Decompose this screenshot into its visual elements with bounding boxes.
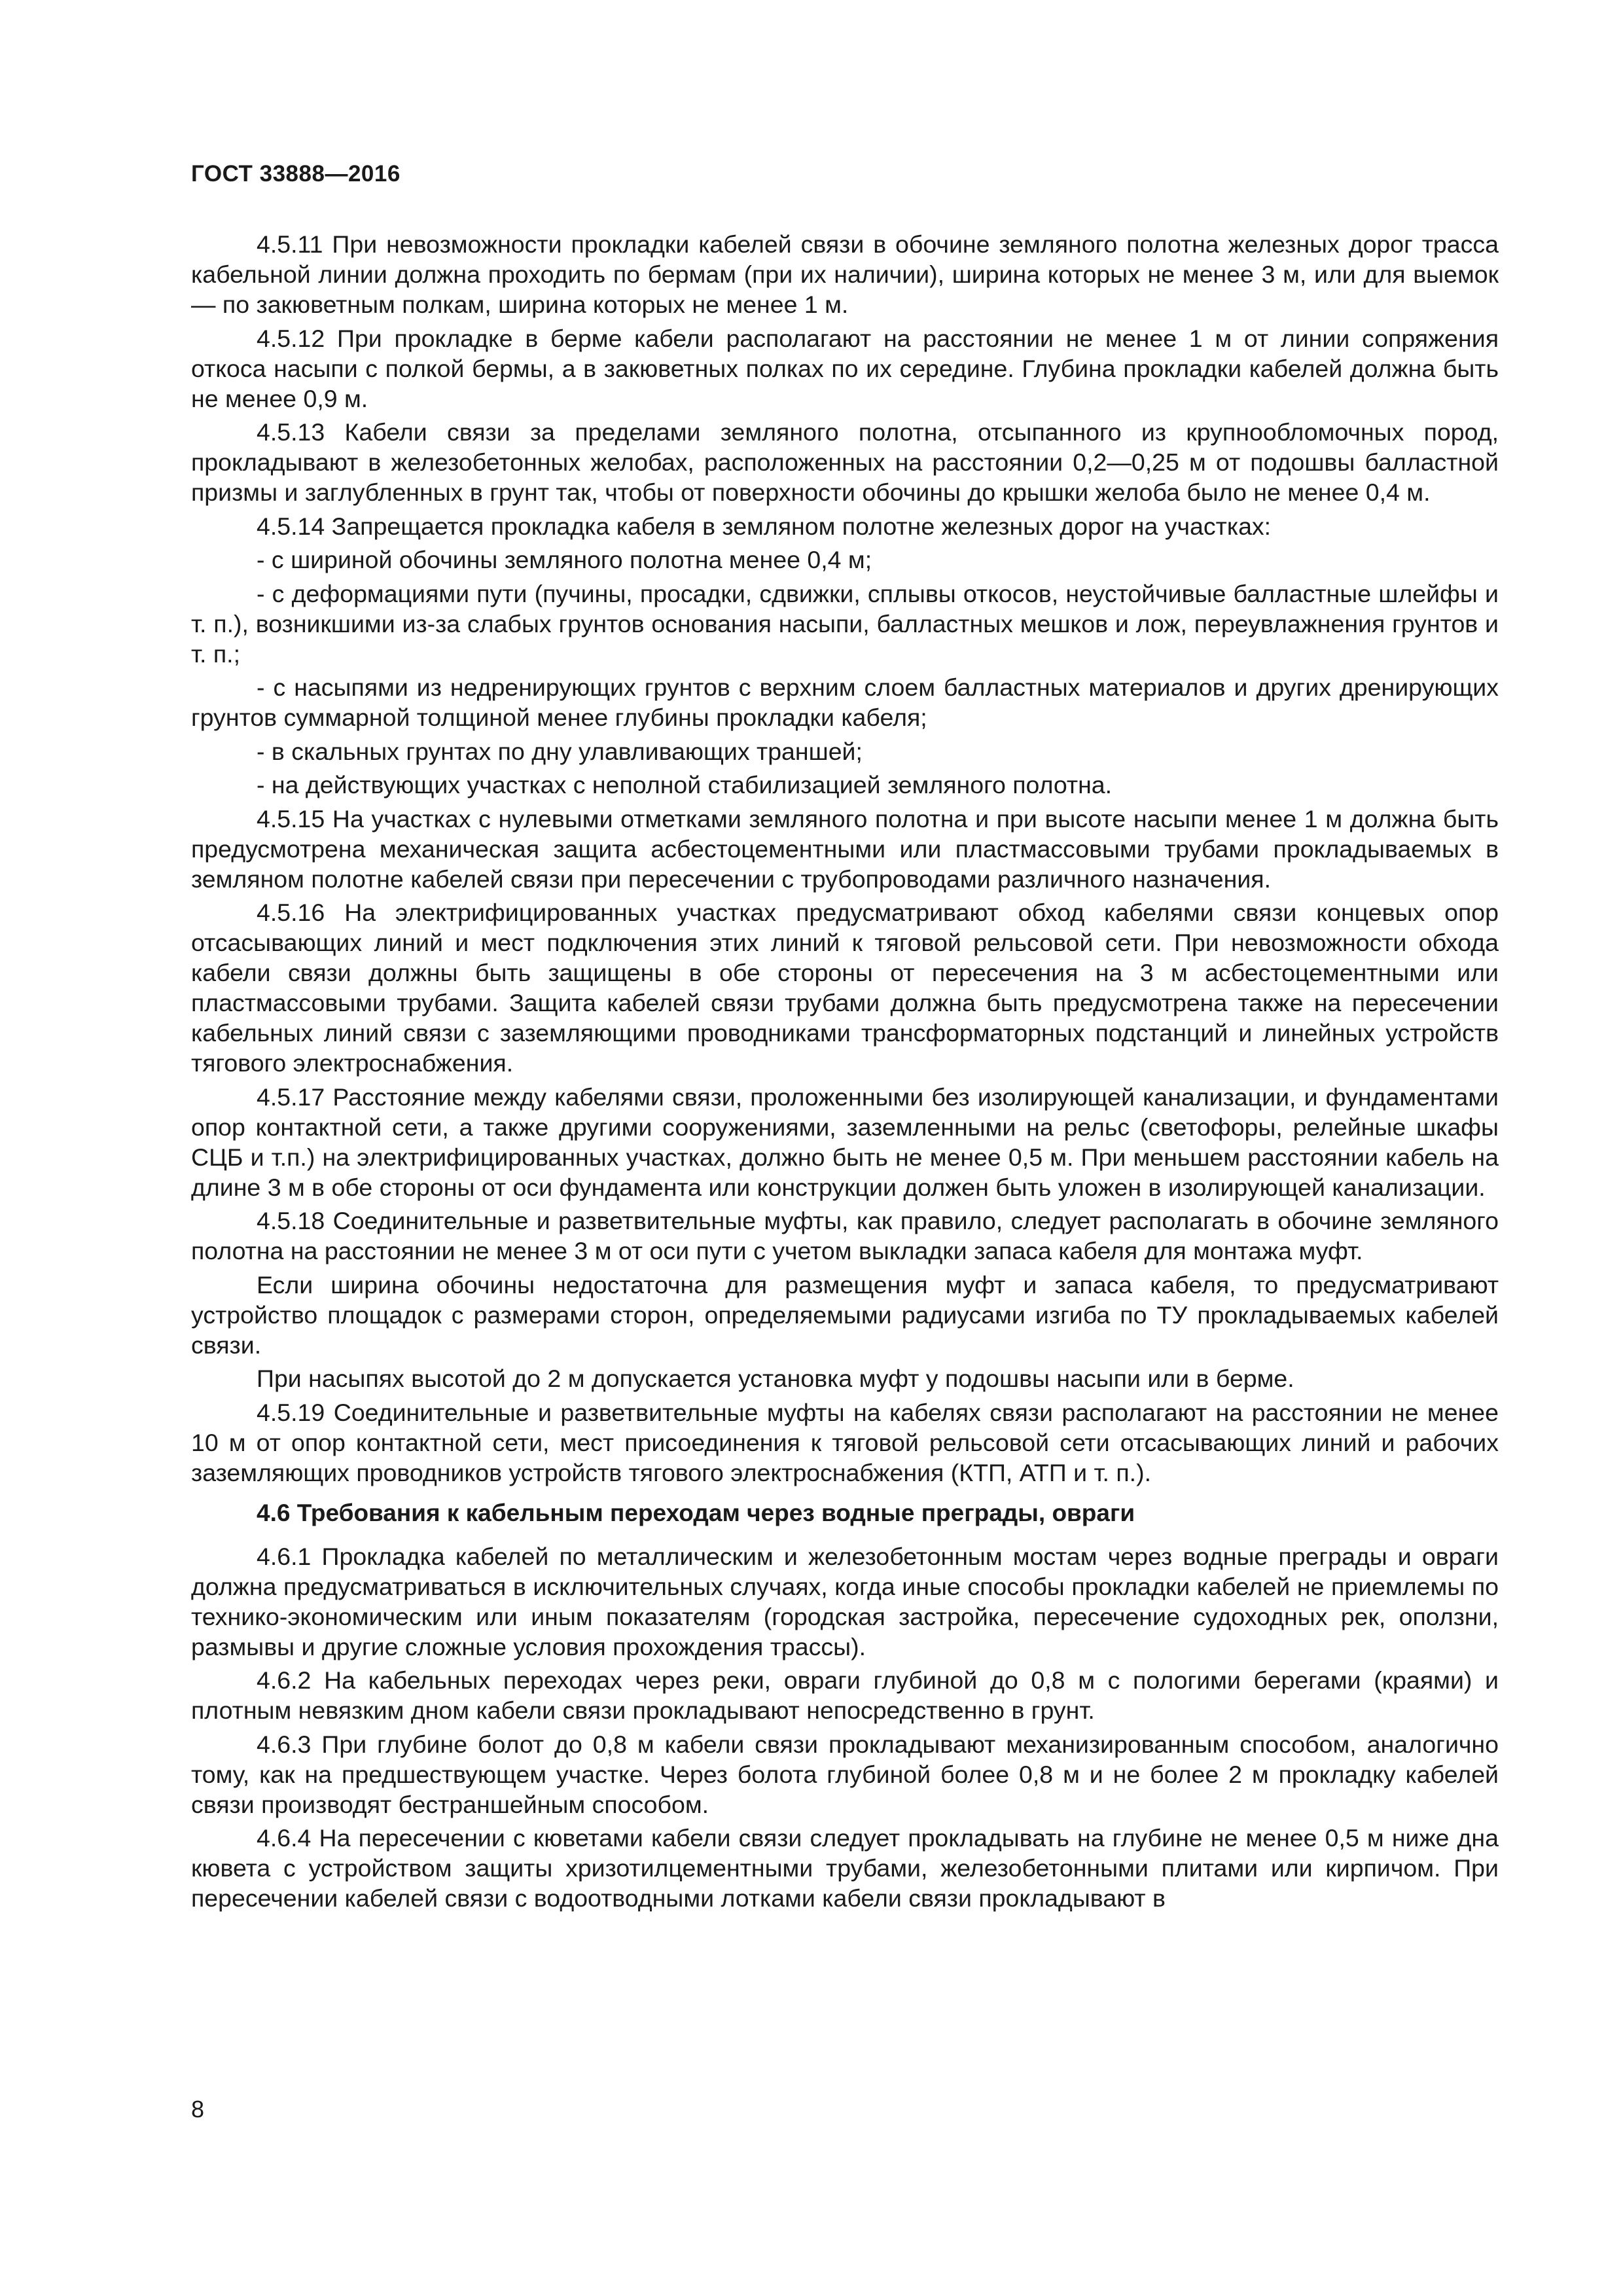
paragraph-4-5-11: 4.5.11 При невозможности прокладки кабелей связи в обочине земляного полотна железных дорог трасса кабельной линии должна проходить по бермам (при их наличии), ширина которых не менее 3 м, или для выемок — по закюветным полкам, ширина которых не менее 1 м.	[191, 230, 1499, 318]
paragraph-4-6-4: 4.6.4 На пересечении с кюветами кабели связи следует прокладывать на глубине не менее 0,5 м ниже дна кювета с устройством защиты хризотилцементными трубами, железобетонными плитами или кирпичом. При пересечении кабелей связи с водоотводными лотками кабели связи прокладывают в	[191, 1824, 1499, 1912]
section-heading-4-6: 4.6 Требования к кабельным переходам через водные преграды, овраги	[257, 1499, 1135, 1526]
paragraph-4-6-1: 4.6.1 Прокладка кабелей по металлическим и железобетонным мостам через водные преграды и овраги должна предусматриваться в исключительных случаях, когда иные способы прокладки кабелей не приемлемы по технико-экономическим или иным показателям (городская застройка, пересечение судоходных рек, оползни, размывы и другие сложные условия прохождения трассы).	[191, 1542, 1499, 1660]
paragraph-4-5-16: 4.5.16 На электрифицированных участках предусматривают обход кабелями связи концевых опор отсасывающих линий и мест подключения этих линий к тяговой рельсовой сети. При невозможности обхода кабели связи должны быть защищены в обе стороны от пересечения на 3 м асбестоцементными или пластмассовыми трубами. Защита кабелей связи трубами должна быть предусмотрена также на пересечении кабельных линий связи с заземляющими проводниками трансформаторных подстанций и линейных устройств тягового электроснабжения.	[191, 899, 1499, 1077]
document-header: ГОСТ 33888—2016	[191, 161, 401, 187]
paragraph-4-5-18: 4.5.18 Соединительные и разветвительные муфты, как правило, следует располагать в обочине земляного полотна на расстоянии не менее 3 м от оси пути с учетом выкладки запаса кабеля для монтажа муфт.	[191, 1207, 1499, 1265]
list-item: - с шириной обочины земляного полотна менее 0,4 м;	[257, 546, 872, 573]
paragraph-4-5-13: 4.5.13 Кабели связи за пределами земляного полотна, отсыпанного из крупнообломочных пород, прокладывают в железобетонных желобах, расположенных на расстоянии 0,2—0,25 м от подошвы балластной призмы и заглубленных в грунт так, чтобы от поверхности обочины до крышки желоба было не менее 0,4 м.	[191, 418, 1499, 506]
list-item: - в скальных грунтах по дну улавливающих траншей;	[257, 737, 863, 765]
paragraph-4-5-14: 4.5.14 Запрещается прокладка кабеля в земляном полотне железных дорог на участках:	[257, 512, 1272, 540]
document-body	[191, 229, 1499, 1917]
list-item: - с насыпями из недренирующих грунтов с верхним слоем балластных материалов и других дренирующих грунтов суммарной толщиной менее глубины прокладки кабеля;	[191, 673, 1499, 731]
paragraph-4-6-3: 4.6.3 При глубине болот до 0,8 м кабели связи прокладывают механизированным способом, аналогично тому, как на предшествующем участке. Через болота глубиной более 0,8 м и не более 2 м прокладку кабелей связи производят бестраншейным способом.	[191, 1730, 1499, 1818]
paragraph-4-5-12: 4.5.12 При прокладке в берме кабели располагают на расстоянии не менее 1 м от линии сопряжения откоса насыпи с полкой бермы, а в закюветных полках по их середине. Глубина прокладки кабелей должна быть не менее 0,9 м.	[191, 324, 1499, 412]
paragraph-4-5-18-note: При насыпях высотой до 2 м допускается установка муфт у подошвы насыпи или в берме.	[257, 1365, 1294, 1392]
paragraph-4-5-17: 4.5.17 Расстояние между кабелями связи, проложенными без изолирующей канализации, и фундаментами опор контактной сети, а также другими сооружениями, заземленными на рельс (светофоры, релейные шкафы СЦБ и т.п.) на электрифицированных участках, должно быть не менее 0,5 м. При меньшем расстоянии кабель на длине 3 м в обе стороны от оси фундамента или конструкции должен быть уложен в изолирующей канализации.	[191, 1083, 1499, 1201]
list-item: - на действующих участках с неполной стабилизацией земляного полотна.	[257, 771, 1113, 798]
paragraph-4-6-2: 4.6.2 На кабельных переходах через реки, овраги глубиной до 0,8 м с пологими берегами (краями) и плотным невязким дном кабели связи прокладывают непосредственно в грунт.	[191, 1666, 1499, 1724]
paragraph-4-5-15: 4.5.15 На участках с нулевыми отметками земляного полотна и при высоте насыпи менее 1 м должна быть предусмотрена механическая защита асбестоцементными или пластмассовыми трубами прокладываемых в земляном полотне кабелей связи при пересечении с трубопроводами различного назначения.	[191, 804, 1499, 893]
paragraph-4-5-19: 4.5.19 Соединительные и разветвительные муфты на кабелях связи располагают на расстоянии не менее 10 м от опор контактной сети, мест присоединения к тяговой рельсовой сети отсасывающих линий и рабочих заземляющих проводников устройств тягового электроснабжения (КТП, АТП и т. п.).	[191, 1398, 1499, 1486]
paragraph-4-5-18-cont: Если ширина обочины недостаточна для размещения муфт и запаса кабеля, то предусматривают устройство площадок с размерами сторон, определяемыми радиусами изгиба по ТУ прокладываемых кабелей связи.	[191, 1270, 1499, 1359]
page-number: 8	[191, 2096, 205, 2123]
list-item: - с деформациями пути (пучины, просадки, сдвижки, сплывы откосов, неустойчивые балластные шлейфы и т. п.), возникшими из-за слабых грунтов основания насыпи, балластных мешков и лож, переувлажнения грунтов и т. п.;	[191, 579, 1499, 668]
